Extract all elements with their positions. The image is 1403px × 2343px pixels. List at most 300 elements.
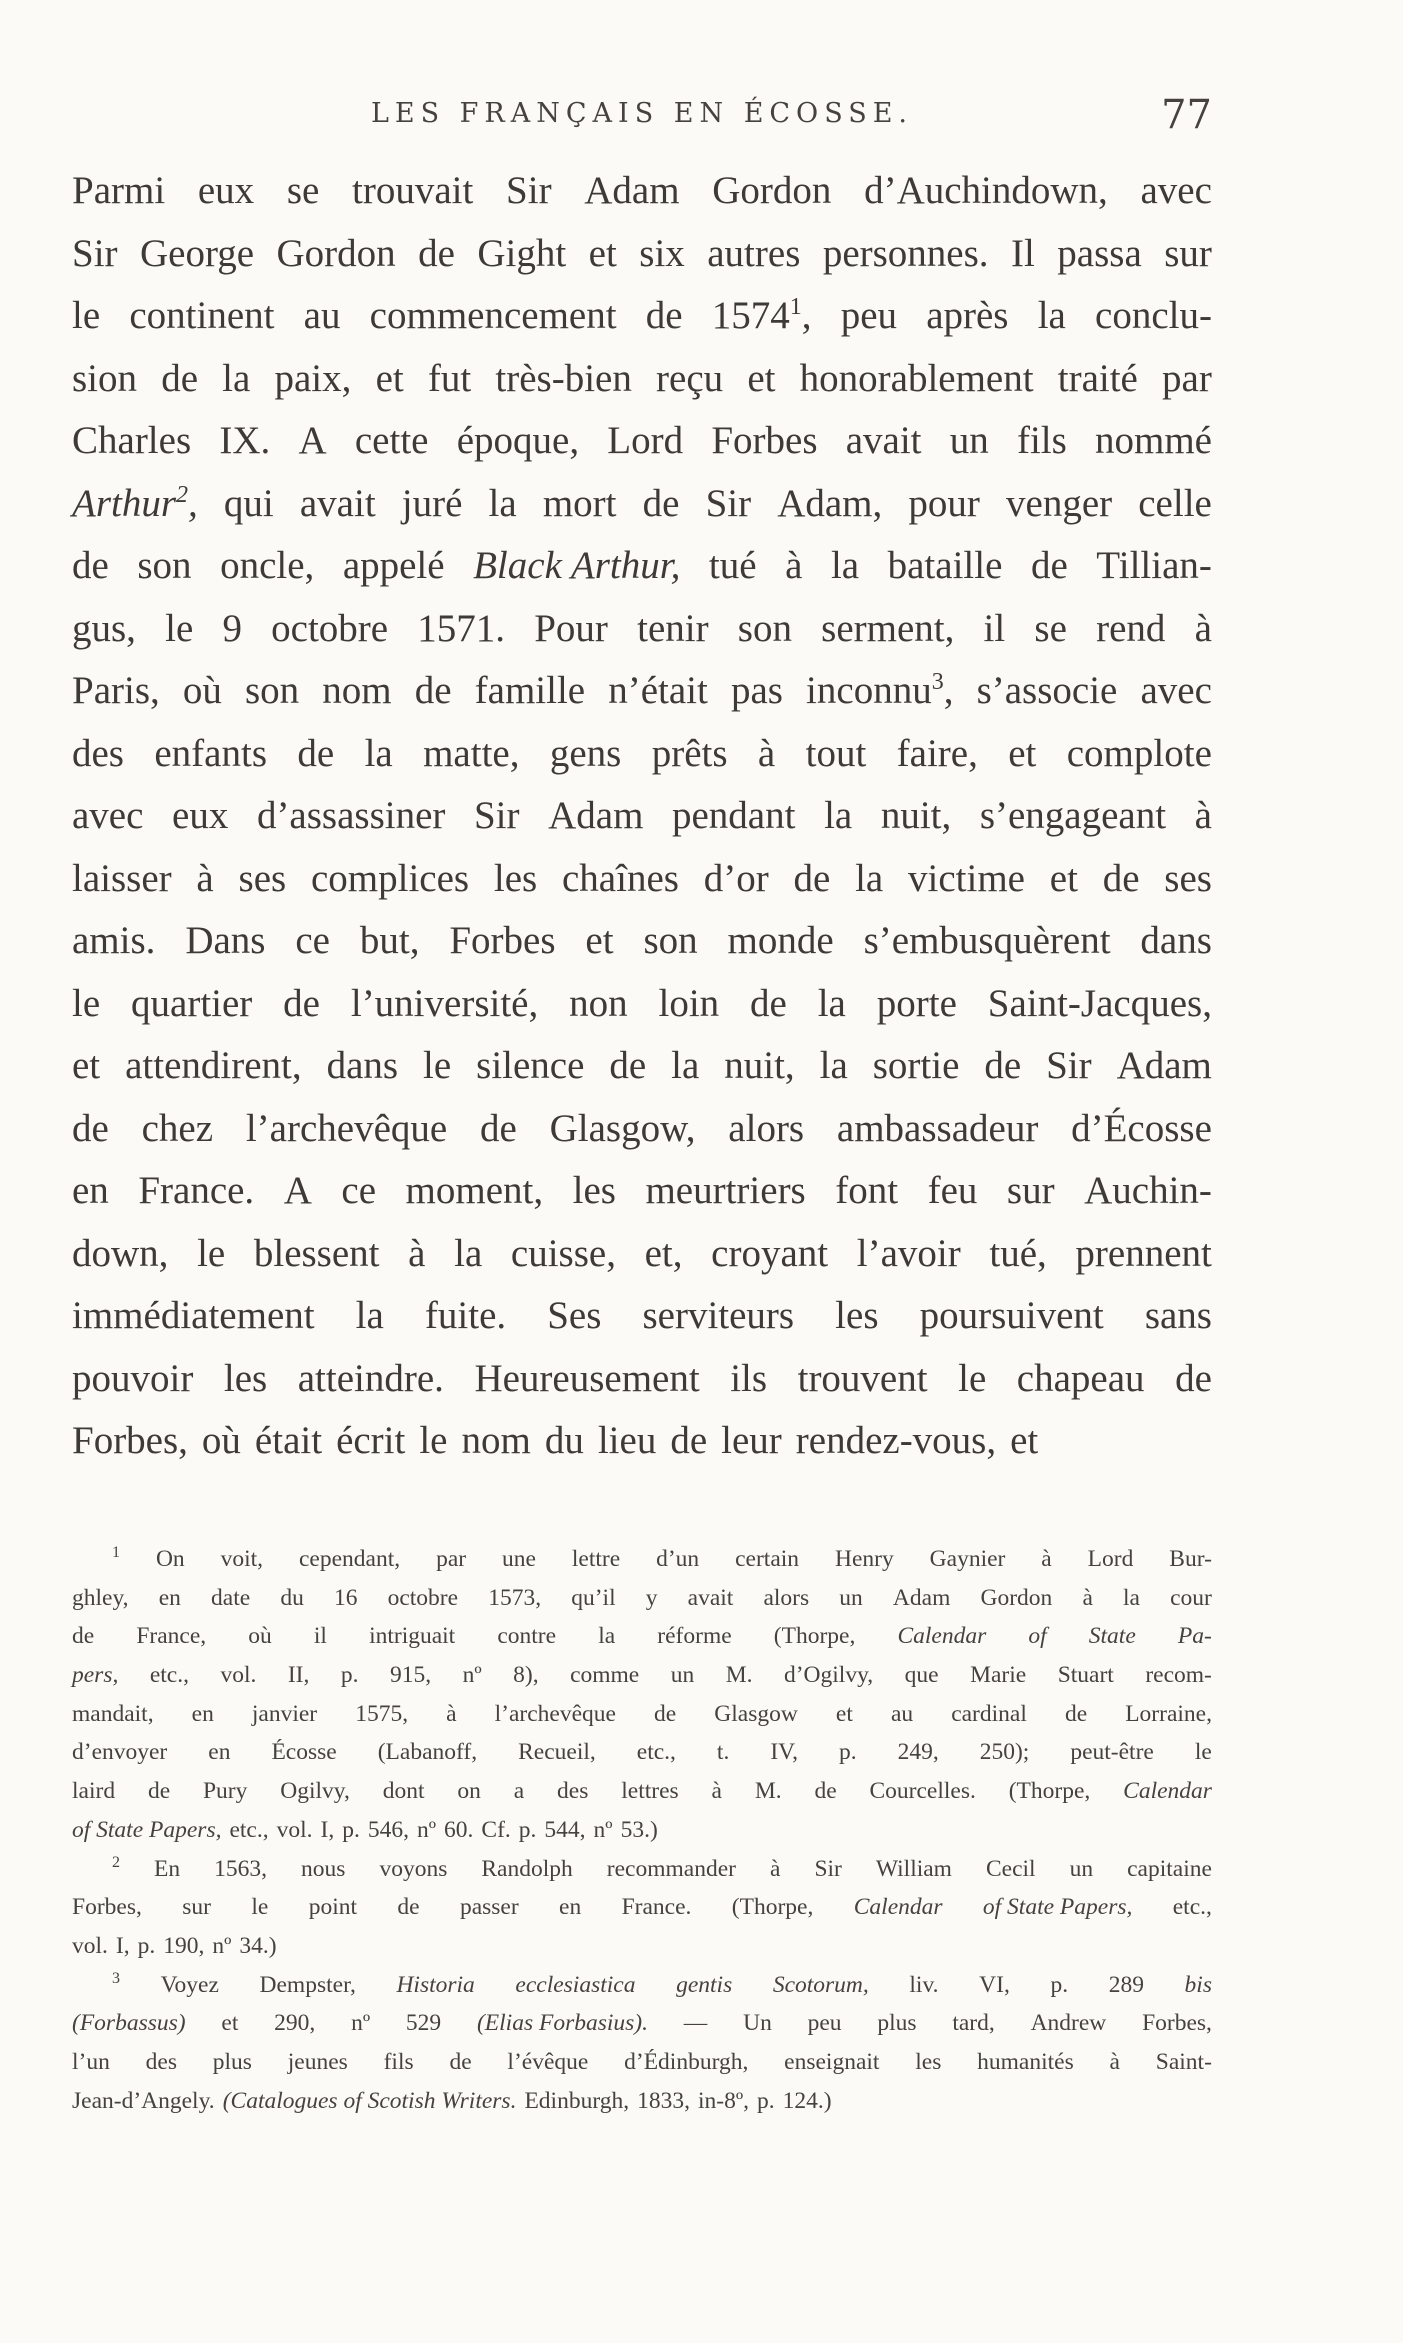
word: Glasgow, <box>549 1106 696 1150</box>
word: rendez-vous, <box>795 1419 997 1462</box>
word: monde <box>727 919 834 962</box>
word: laisser <box>72 856 172 900</box>
word: l’université, <box>350 981 539 1025</box>
footnote-line <box>72 2082 1212 2121</box>
running-head <box>72 92 1212 152</box>
word: se <box>1034 606 1067 650</box>
word: son <box>244 669 300 712</box>
word: traité <box>1057 356 1138 400</box>
word: (Thorpe, <box>773 1623 856 1650</box>
word: sur <box>1164 231 1212 275</box>
word: le <box>423 1044 452 1087</box>
word: Gaynier <box>929 1546 1006 1572</box>
word: inconnu$^3$, <box>806 669 954 712</box>
word: la <box>1037 294 1066 337</box>
word: octobre <box>387 1584 459 1611</box>
word: but, <box>359 919 420 962</box>
word: octobre <box>271 606 389 650</box>
footnote-line <box>72 1850 1212 1889</box>
word: prennent <box>1075 1231 1212 1275</box>
word: p. <box>137 1932 156 1959</box>
word: Sir <box>506 169 552 212</box>
word: un <box>949 419 989 462</box>
word: 3 <box>112 1969 120 1987</box>
word: lettre <box>571 1546 621 1572</box>
word: de <box>147 1778 171 1805</box>
word: Calendar <box>897 1623 987 1650</box>
word: les <box>572 1169 616 1212</box>
word: prêts <box>651 731 728 775</box>
word: etc., <box>149 1662 189 1689</box>
word: blessent <box>253 1231 380 1275</box>
word: lieu <box>597 1419 657 1462</box>
word: 16 <box>333 1584 358 1611</box>
word: immédiatement <box>72 1294 315 1337</box>
word: nuit, <box>880 794 952 837</box>
word: meurtriers <box>645 1169 806 1212</box>
text-line <box>72 223 1212 286</box>
word: commencement <box>369 294 617 337</box>
word: En <box>154 1855 181 1882</box>
word: au <box>303 294 341 337</box>
word: dans <box>326 1044 399 1087</box>
footnote-line <box>72 2004 1212 2043</box>
word: France. <box>621 1894 692 1921</box>
word: Auchin- <box>1084 1169 1212 1212</box>
word: eux <box>172 794 229 837</box>
word: Adam <box>584 169 680 212</box>
word: se <box>286 169 320 212</box>
word: 60. <box>444 1816 474 1843</box>
word: leur <box>721 1419 782 1462</box>
word: de <box>1064 1700 1088 1727</box>
word: que <box>904 1662 939 1689</box>
word: de <box>609 1044 647 1087</box>
word: Forbes, <box>72 1419 188 1462</box>
word: qu’il <box>571 1584 616 1611</box>
word: et <box>375 356 404 400</box>
word: la <box>454 1231 483 1275</box>
text-line <box>72 785 1212 848</box>
word: On <box>155 1546 185 1572</box>
word: Marie <box>970 1662 1027 1689</box>
word: il <box>313 1623 327 1650</box>
word: tout <box>805 731 867 775</box>
word: A <box>283 1169 312 1212</box>
text-line <box>72 535 1212 598</box>
text-line <box>72 1035 1212 1098</box>
word: d’or <box>703 856 769 900</box>
word: contre <box>497 1623 557 1650</box>
footnote-line <box>72 1540 1212 1579</box>
word: à <box>1194 794 1212 837</box>
word: fils <box>383 2048 414 2075</box>
word: enfants <box>154 731 267 775</box>
word: cette <box>354 419 429 462</box>
word: peu <box>807 2010 842 2037</box>
text-line <box>72 410 1212 473</box>
word: Lord <box>607 419 684 462</box>
word: du <box>280 1584 304 1611</box>
word: les <box>493 856 538 900</box>
word: Saint-Jacques, <box>987 981 1212 1025</box>
word: très-bien <box>495 356 632 400</box>
word: y <box>645 1584 658 1611</box>
word: le <box>1194 1739 1212 1766</box>
word: un <box>1069 1855 1094 1882</box>
page-number: 77 <box>1161 92 1212 138</box>
word: pour <box>908 481 980 525</box>
word: sortie <box>872 1044 960 1087</box>
word: Lord <box>1087 1546 1134 1572</box>
word: amis. <box>72 919 156 962</box>
word: point <box>308 1894 357 1921</box>
word: ils <box>730 1356 768 1400</box>
word: par <box>1162 356 1212 400</box>
word: à <box>446 1700 457 1727</box>
word: 8), <box>513 1662 539 1689</box>
word: cour <box>1170 1584 1212 1611</box>
word: autres <box>707 231 801 275</box>
word: chapeau <box>1016 1356 1145 1400</box>
word: de <box>480 1106 517 1150</box>
word: jeunes <box>287 2048 348 2075</box>
word: en <box>208 1739 231 1766</box>
word: à <box>711 1778 722 1805</box>
word: Adam <box>892 1584 951 1611</box>
word: en <box>559 1894 582 1921</box>
word: des <box>557 1778 589 1805</box>
word: ses <box>238 856 287 900</box>
word: faire, <box>896 731 978 775</box>
word: nuit, <box>724 1044 795 1087</box>
word: intriguait <box>369 1623 456 1650</box>
word: la <box>598 1623 616 1650</box>
word: à <box>1194 606 1212 650</box>
word: Pour <box>534 606 608 650</box>
word: la <box>855 856 884 900</box>
word: les <box>223 1356 268 1400</box>
word: Sir <box>473 794 520 837</box>
word: la <box>817 981 846 1025</box>
word: reçu <box>656 356 724 400</box>
word: Forbes <box>449 919 556 962</box>
word: Charles <box>72 419 192 462</box>
word: Adam, <box>777 481 883 525</box>
word: etc., <box>1172 1894 1212 1921</box>
word: la <box>222 356 251 400</box>
word: peut-être <box>1070 1739 1154 1766</box>
word: et <box>1049 856 1078 900</box>
word: appelé <box>342 544 445 587</box>
word: de <box>1030 544 1068 587</box>
word: écrit <box>336 1419 406 1462</box>
word: serment, <box>821 606 955 650</box>
word: passa <box>1057 231 1142 275</box>
word: d’Auchindown, <box>864 169 1108 212</box>
word: atteindre. <box>297 1356 444 1400</box>
word: M. <box>754 1778 782 1805</box>
word: s’embusquèrent <box>863 919 1111 962</box>
word: la <box>1123 1584 1140 1611</box>
text-line <box>72 1285 1212 1348</box>
word: Arthur$^2$, <box>72 481 198 525</box>
word: pers, <box>72 1662 119 1689</box>
text-line <box>72 910 1212 973</box>
word: France, <box>136 1623 207 1650</box>
word: State <box>1088 1623 1136 1650</box>
word: — <box>683 2010 708 2037</box>
word: à <box>769 1855 781 1882</box>
word: attendirent, <box>125 1044 302 1087</box>
word: était <box>254 1419 323 1462</box>
text-line <box>72 1223 1212 1286</box>
word: fut <box>427 356 472 400</box>
word: venger <box>1006 481 1113 525</box>
word: Cf. <box>481 1816 511 1843</box>
word: 53.) <box>620 1816 658 1843</box>
word: A <box>298 419 327 462</box>
word: Jean-d’Angely. <box>72 2087 215 2114</box>
word: Lorraine, <box>1125 1700 1212 1727</box>
word: 546, <box>367 1816 409 1843</box>
word: nº <box>416 1816 437 1843</box>
word: où <box>182 669 222 712</box>
word: de <box>72 1106 109 1150</box>
word: l’archevêque <box>494 1700 616 1727</box>
word: Adam <box>548 794 644 837</box>
word: de <box>814 1778 837 1805</box>
word: trouvait <box>352 169 474 212</box>
word: du <box>544 1419 584 1462</box>
footnote-line <box>72 2043 1212 2082</box>
word: etc., <box>229 1816 269 1843</box>
word: le <box>72 294 101 337</box>
word: et <box>72 1044 101 1087</box>
word: 124.) <box>782 2087 832 2114</box>
word: paix, <box>274 356 352 400</box>
word: 9 <box>222 606 242 650</box>
word: Edinburgh, <box>524 2087 630 2114</box>
word: continent <box>129 294 275 337</box>
word: Écosse <box>271 1739 337 1766</box>
word: de <box>449 2048 472 2075</box>
word: M. <box>725 1662 753 1689</box>
text-line <box>72 1410 1212 1473</box>
text-line <box>72 285 1212 348</box>
word: VI, <box>979 1971 1010 1998</box>
word: Gordon <box>276 231 396 275</box>
word: de <box>397 1894 420 1921</box>
text-line <box>72 1348 1212 1411</box>
word: nº <box>351 2010 371 2037</box>
word: honorablement <box>799 356 1034 400</box>
word: le <box>72 981 101 1025</box>
word: mandait, <box>72 1700 154 1727</box>
word: Heureusement <box>474 1356 700 1400</box>
word: où <box>248 1623 272 1650</box>
word: 2 <box>112 1853 120 1871</box>
word: croyant <box>711 1231 829 1275</box>
footnote-line <box>72 1966 1212 2005</box>
word: Bur- <box>1169 1546 1212 1572</box>
word: l’archevêque <box>245 1106 448 1150</box>
word: la <box>824 794 853 837</box>
word: une <box>502 1546 536 1572</box>
word: I, <box>115 1932 130 1959</box>
word: a <box>513 1778 525 1805</box>
word: et <box>588 231 617 275</box>
word: d’assassiner <box>256 794 446 837</box>
word: of State Papers, <box>982 1894 1133 1921</box>
text-line <box>72 1098 1212 1161</box>
word: son <box>643 919 698 962</box>
word: capitaine <box>1127 1855 1212 1882</box>
word: voyons <box>379 1855 448 1882</box>
word: par <box>436 1546 467 1572</box>
word: Ogilvy, <box>280 1778 350 1805</box>
word: d’Édinburgh, <box>624 2048 749 2075</box>
word: 249, <box>897 1739 939 1766</box>
word: victime <box>908 856 1025 900</box>
word: recom- <box>1145 1662 1212 1689</box>
word: trouvent <box>797 1356 928 1400</box>
word: la <box>830 544 860 587</box>
word: à <box>196 856 214 900</box>
word: (Catalogues of Scotish Writers. <box>222 2087 517 2114</box>
word: conclu- <box>1095 294 1212 337</box>
word: à <box>1041 1546 1052 1572</box>
word: nous <box>301 1855 346 1882</box>
word: dont <box>382 1778 425 1805</box>
word: de <box>1175 1356 1212 1400</box>
running-title: LES FRANÇAIS EN ÉCOSSE. <box>370 98 914 129</box>
word: eux <box>197 169 255 212</box>
word: alors <box>728 1106 805 1150</box>
word: Ses <box>547 1294 602 1337</box>
footnotes <box>72 1540 1212 2120</box>
word: France. <box>138 1169 255 1212</box>
word: quartier <box>131 981 253 1025</box>
word: Courcelles. <box>869 1778 976 1805</box>
word: vol. <box>220 1662 257 1689</box>
word: Forbes, <box>72 1894 142 1921</box>
word: porte <box>876 981 957 1025</box>
word: 544, <box>544 1816 586 1843</box>
text-line <box>72 160 1212 223</box>
word: ambassadeur <box>836 1106 1039 1150</box>
word: et <box>221 2010 239 2037</box>
word: enseignait <box>784 2048 880 2075</box>
word: pas <box>730 669 783 712</box>
word: le <box>197 1231 226 1275</box>
word: pouvoir <box>72 1356 194 1400</box>
word: de <box>418 231 455 275</box>
word: 190, <box>163 1932 205 1959</box>
word: recommander <box>606 1855 736 1882</box>
word: Gordon <box>980 1584 1053 1611</box>
word: chez <box>141 1106 214 1150</box>
footnote-line <box>72 1772 1212 1811</box>
word: n’était <box>608 669 708 712</box>
word: qui <box>223 481 274 525</box>
word: réforme <box>657 1623 732 1650</box>
word: personnes. <box>822 231 989 275</box>
word: un <box>839 1584 863 1611</box>
text-line <box>72 723 1212 786</box>
word: son <box>137 544 192 587</box>
text-line <box>72 848 1212 911</box>
word: avec <box>72 794 144 837</box>
word: famille <box>474 669 586 712</box>
word: la <box>355 1294 384 1337</box>
word: 1573, <box>488 1584 542 1611</box>
word: sion <box>72 356 138 400</box>
word: sur <box>1006 1169 1055 1212</box>
word: on <box>457 1778 481 1805</box>
word: poursuivent <box>919 1294 1104 1337</box>
word: l’évêque <box>507 2048 589 2075</box>
word: 34.) <box>239 1932 277 1959</box>
word: le <box>251 1894 269 1921</box>
word: le <box>958 1356 987 1400</box>
word: Recueil, <box>518 1739 596 1766</box>
word: Historia <box>396 1971 475 1998</box>
footnote-line <box>72 1927 1212 1966</box>
word: ce <box>295 919 330 962</box>
word: à <box>408 1231 426 1275</box>
footnote-line <box>72 1695 1212 1734</box>
word: 1563, <box>214 1855 268 1882</box>
word: au <box>890 1700 914 1727</box>
word: George <box>139 231 255 275</box>
word: p. <box>757 2087 775 2114</box>
word: Dans <box>185 919 266 962</box>
word: et <box>1010 1419 1039 1462</box>
word: à <box>1082 1584 1093 1611</box>
word: de <box>670 1419 708 1462</box>
word: ghley, <box>72 1584 129 1611</box>
word: à <box>757 731 776 775</box>
word: font <box>835 1169 899 1212</box>
word: de <box>1102 856 1140 900</box>
word: il <box>983 606 1006 650</box>
word: avec <box>1140 669 1212 712</box>
word: à <box>1109 2048 1120 2075</box>
word: la <box>488 481 517 525</box>
word: avait <box>299 481 376 525</box>
word: Sir <box>814 1855 842 1882</box>
word: en <box>191 1700 214 1727</box>
word: 1575, <box>355 1700 409 1727</box>
word: avec <box>1140 169 1212 212</box>
word: la <box>819 1044 848 1087</box>
word: complices <box>310 856 470 900</box>
word: le <box>165 606 194 650</box>
word: Pa- <box>1177 1623 1212 1650</box>
word: (Thorpe, <box>731 1894 814 1921</box>
word: Henry <box>835 1546 894 1572</box>
word: de <box>72 1623 95 1650</box>
text-line <box>72 660 1212 723</box>
word: de <box>793 856 831 900</box>
word: Calendar <box>853 1894 943 1921</box>
word: pendant <box>672 794 796 837</box>
word: (Thorpe, <box>1008 1778 1091 1805</box>
word: 250); <box>979 1739 1030 1766</box>
word: les <box>915 2048 942 2075</box>
word: p. <box>1050 1971 1069 1998</box>
